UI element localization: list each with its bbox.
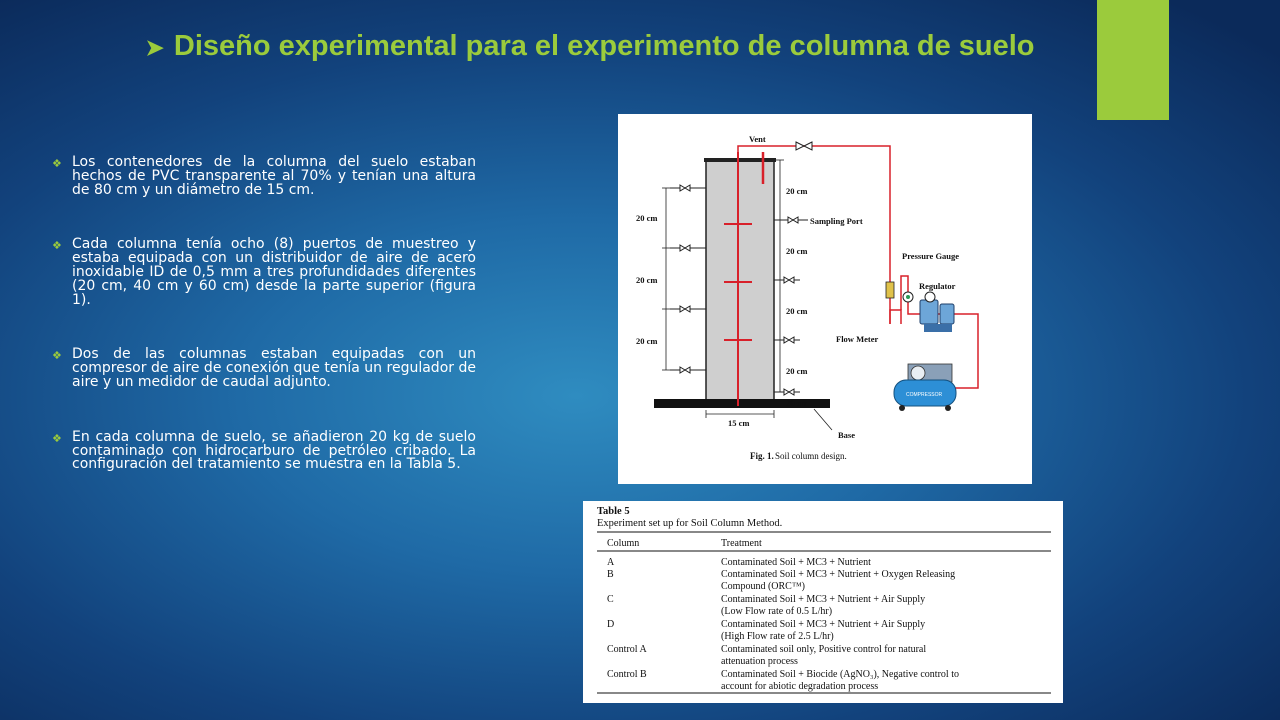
bullet-list	[52, 156, 476, 513]
table-cell-treatment: Contaminated soil only, Positive control for natural	[721, 644, 927, 655]
bullet-text: Dos de las columnas estaban equipadas con un compresor de aire de conexión que tenía un regulador de aire y un medidor de caudal adjunto.	[72, 346, 476, 390]
air-compressor-icon	[894, 364, 956, 411]
dim-label-right: 20 cm	[786, 366, 808, 376]
regulator-label: Regulator	[919, 281, 956, 291]
compressor-label: COMPRESSOR	[906, 392, 943, 398]
table-cell-column: D	[607, 619, 615, 630]
dim-label-right: 20 cm	[786, 398, 808, 408]
accent-bar	[1097, 0, 1169, 120]
bullet-text: Cada columna tenía ocho (8) puertos de muestreo y estaba equipada con un distribuidor de aire de acero inoxidable ID de 0,5 mm a tres profundidades diferentes (20 cm, 40 cm y 60 cm) desde la parte superior (figura 1).	[72, 236, 476, 308]
regulator-icon	[920, 292, 954, 332]
table-cell-treatment: Contaminated Soil + Biocide (AgNO₃), Negative control to	[721, 669, 959, 680]
diamond-bullet-icon: ❖	[52, 431, 62, 445]
width-dim-label: 15 cm	[728, 418, 750, 428]
bullet-text: En cada columna de suelo, se añadieron 20 kg de suelo contaminado con hidrocarburo de petróleo cribado. La configuración del tratamiento se muestra en la Tabla 5.	[72, 428, 476, 473]
table-cell-column: Control A	[607, 644, 647, 655]
dim-label-right: 20 cm	[786, 306, 808, 316]
table-cell-column: Control B	[607, 669, 647, 680]
table-cell-column: B	[607, 569, 614, 580]
dim-label-right: 20 cm	[786, 246, 808, 256]
diamond-bullet-icon: ❖	[52, 239, 62, 253]
figure-caption-label: Fig. 1.	[750, 451, 774, 461]
table-cell-treatment: (High Flow rate of 2.5 L/hr)	[721, 631, 834, 642]
flow-loop	[890, 310, 901, 324]
sampling-port-label: Sampling Port	[810, 216, 863, 226]
base-label: Base	[838, 430, 855, 440]
soil-column-figure	[618, 114, 1032, 484]
slide-title	[140, 28, 1040, 66]
table-cell-treatment: Contaminated Soil + MC3 + Nutrient + Air Supply	[721, 594, 926, 605]
dim-label-left: 20 cm	[636, 336, 658, 346]
gauge-dial	[906, 295, 910, 299]
vent-label: Vent	[749, 134, 766, 144]
table-caption: Experiment set up for Soil Column Method.	[597, 518, 783, 529]
diamond-bullet-icon: ❖	[52, 157, 62, 170]
table-cell-treatment: (Low Flow rate of 0.5 L/hr)	[721, 606, 833, 617]
arrow-bullet-icon: ➤	[145, 35, 164, 60]
pressure-gauge-label: Pressure Gauge	[902, 251, 960, 261]
table-header-treatment: Treatment	[721, 538, 762, 549]
bullet-item	[52, 156, 476, 197]
valve-icon	[804, 142, 812, 150]
slide-title-text: Diseño experimental para el experimento de columna de suelo	[173, 30, 1035, 62]
table-cell-treatment: Contaminated Soil + MC3 + Nutrient + Oxygen Releasing	[721, 569, 956, 580]
soil-column	[706, 160, 774, 400]
soil-column-diagram	[618, 114, 1032, 484]
dim-label-left: 20 cm	[636, 275, 658, 285]
table-cell-treatment: Contaminated Soil + MC3 + Nutrient + Air Supply	[721, 619, 926, 630]
table-header-column: Column	[607, 538, 640, 549]
table-cell-column: C	[607, 594, 614, 605]
treatment-table	[583, 501, 1063, 703]
dim-label-left: 20 cm	[636, 213, 658, 223]
figure-caption-text: Soil column design.	[775, 451, 847, 461]
dim-label-right: 20 cm	[786, 186, 808, 196]
table-cell-treatment: account for abiotic degradation process	[721, 681, 879, 692]
table-label: Table 5	[597, 506, 630, 517]
valve-icon	[796, 142, 804, 150]
treatment-table-graphic	[583, 501, 1063, 703]
bullet-item	[52, 238, 476, 307]
bullet-item	[52, 348, 476, 389]
flow-meter-label: Flow Meter	[836, 334, 879, 344]
table-cell-treatment: attenuation process	[721, 656, 798, 667]
diamond-bullet-icon: ❖	[52, 349, 62, 363]
bullet-text: Los contenedores de la columna del suelo estaban hechos de PVC transparente al 70% y tenían una altura de 80 cm y un diámetro de 15 cm.	[72, 154, 476, 198]
flow-meter-icon	[886, 282, 894, 298]
table-cell-treatment: Compound (ORC™)	[721, 581, 805, 592]
bullet-item	[52, 428, 476, 473]
table-cell-treatment: Contaminated Soil + MC3 + Nutrient	[721, 557, 871, 568]
table-cell-column: A	[607, 557, 615, 568]
